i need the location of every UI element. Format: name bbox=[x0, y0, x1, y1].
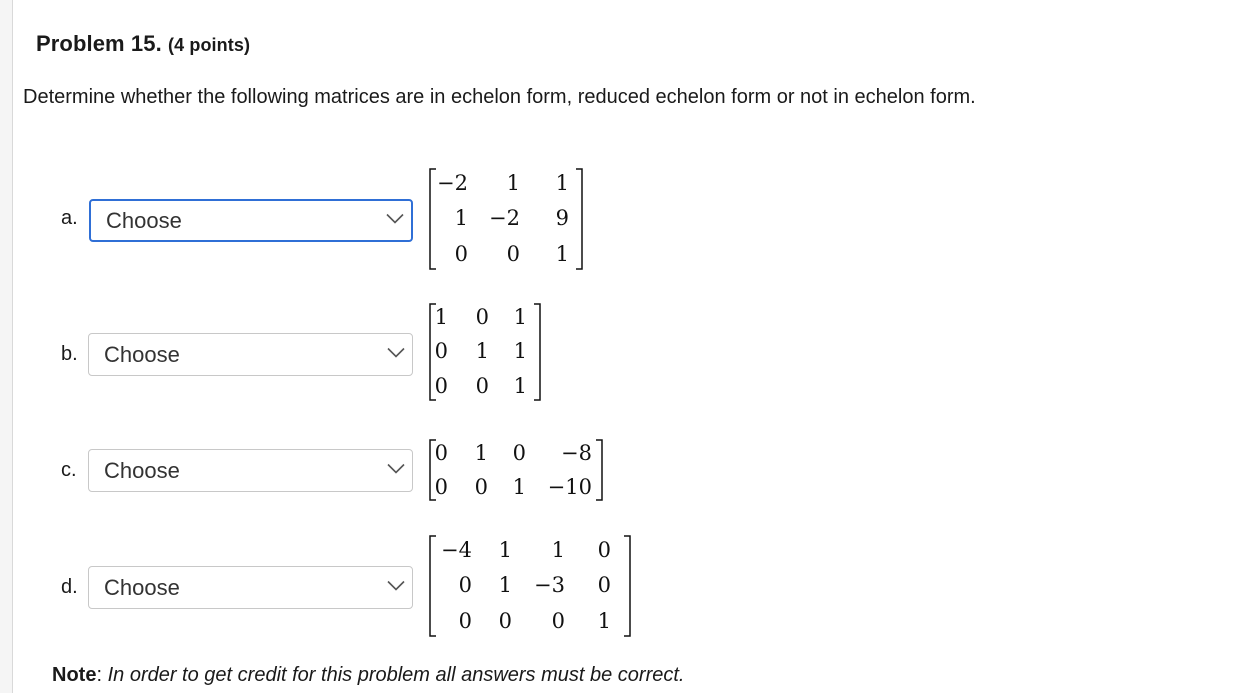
matrix-cell: 1 bbox=[513, 339, 527, 363]
problem-points: (4 points) bbox=[168, 35, 251, 55]
matrix-cell: 0 bbox=[475, 374, 489, 398]
matrix-cell: −2 bbox=[437, 171, 468, 195]
chevron-down-icon bbox=[386, 578, 406, 597]
matrix-c bbox=[426, 436, 606, 511]
matrix-cell: 0 bbox=[475, 305, 489, 329]
matrix-cell: 1 bbox=[506, 171, 520, 195]
matrix-cell: 1 bbox=[474, 441, 488, 465]
row-label-b: b. bbox=[61, 343, 78, 365]
matrix-cell: 0 bbox=[498, 609, 512, 633]
answer-select-d[interactable] bbox=[88, 566, 413, 609]
matrix-cell: 0 bbox=[506, 242, 520, 266]
matrix-cell: 0 bbox=[434, 475, 448, 499]
matrix-cell: 1 bbox=[454, 206, 468, 230]
matrix-cell: 0 bbox=[474, 475, 488, 499]
row-label-a: a. bbox=[61, 207, 78, 229]
matrix-cell: 1 bbox=[498, 573, 512, 597]
chevron-down-icon bbox=[386, 345, 406, 364]
problem-number: Problem 15. bbox=[36, 31, 162, 56]
matrix-cell: 0 bbox=[597, 538, 611, 562]
select-value: Choose bbox=[104, 457, 180, 483]
matrix-cell: −8 bbox=[561, 441, 592, 465]
matrix-cell: 0 bbox=[434, 441, 448, 465]
answer-select-a[interactable] bbox=[89, 199, 413, 242]
matrix-cell: 0 bbox=[434, 374, 448, 398]
matrix-cell: −10 bbox=[547, 475, 592, 499]
matrix-a bbox=[426, 165, 586, 280]
matrix-cell: 1 bbox=[434, 305, 448, 329]
matrix-cell: 1 bbox=[513, 374, 527, 398]
matrix-cell: 1 bbox=[498, 538, 512, 562]
matrix-cell: 0 bbox=[597, 573, 611, 597]
matrix-cell: 1 bbox=[512, 475, 526, 499]
note-text: In order to get credit for this problem all answers must be correct. bbox=[107, 664, 685, 686]
chevron-down-icon bbox=[385, 211, 405, 230]
matrix-cell: 1 bbox=[555, 242, 569, 266]
matrix-cell: 0 bbox=[512, 441, 526, 465]
select-value: Choose bbox=[104, 341, 180, 367]
matrix-cell: 1 bbox=[551, 538, 565, 562]
note: Note: In order to get credit for this problem all answers must be correct. bbox=[52, 664, 685, 686]
matrix-cell: 9 bbox=[555, 206, 569, 230]
matrix-cell: 0 bbox=[458, 573, 472, 597]
matrix-cell: 0 bbox=[434, 339, 448, 363]
matrix-cell: 1 bbox=[513, 305, 527, 329]
matrix-cell: 0 bbox=[458, 609, 472, 633]
select-value: Choose bbox=[106, 207, 182, 233]
matrix-cell: 1 bbox=[555, 171, 569, 195]
answer-select-c[interactable] bbox=[88, 449, 413, 492]
matrix-cell: −3 bbox=[534, 573, 565, 597]
matrix-d bbox=[426, 532, 636, 647]
matrix-cell: 0 bbox=[454, 242, 468, 266]
matrix-cell: −4 bbox=[441, 538, 472, 562]
matrix-b bbox=[426, 300, 546, 411]
problem-title bbox=[36, 31, 250, 57]
matrix-cell: 1 bbox=[597, 609, 611, 633]
row-label-d: d. bbox=[61, 576, 78, 598]
select-value: Choose bbox=[104, 574, 180, 600]
answer-select-b[interactable] bbox=[88, 333, 413, 376]
row-label-c: c. bbox=[61, 459, 77, 481]
note-label: Note bbox=[52, 664, 97, 686]
matrix-cell: 0 bbox=[551, 609, 565, 633]
matrix-cell: −2 bbox=[489, 206, 520, 230]
problem-prompt: Determine whether the following matrices are in echelon form, reduced echelon form or not in echelon form. bbox=[23, 86, 976, 108]
chevron-down-icon bbox=[386, 461, 406, 480]
matrix-cell: 1 bbox=[475, 339, 489, 363]
